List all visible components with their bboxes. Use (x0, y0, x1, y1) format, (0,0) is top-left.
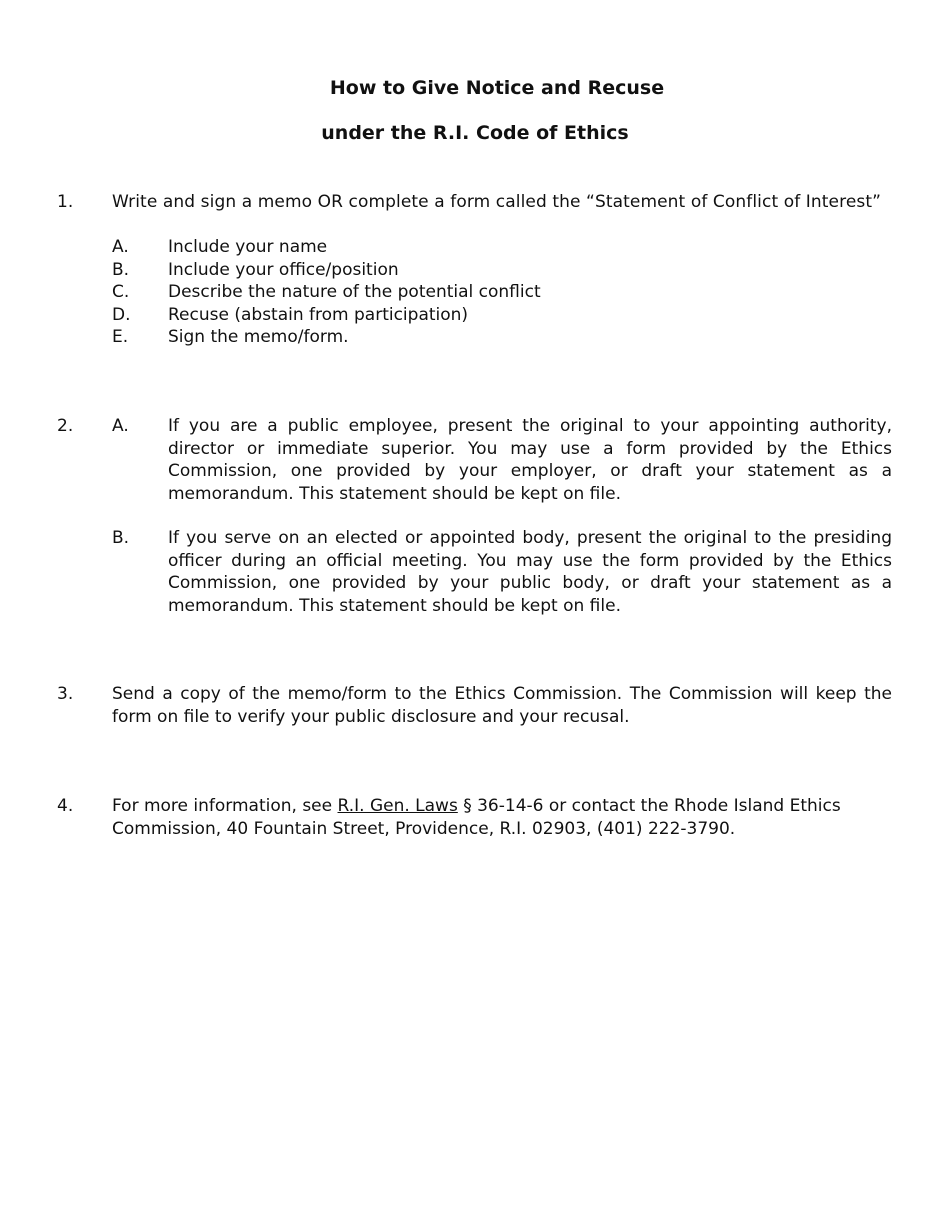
title-line-1: How to Give Notice and Recuse (329, 77, 665, 99)
item-number: 1. (57, 192, 74, 212)
sub-item-text: If you are a public employee, present the original to your appointing authority, director or immediate superior. You may use a form provided by the Ethics Commission, one provided by your employer, or draft your statement as a memorandum. This statement should be kept on file. (168, 416, 892, 504)
sub-item-letter: A. (112, 416, 129, 436)
title-line-2: under the R.I. Code of Ethics (321, 122, 629, 144)
sub-item-letter: E. (112, 327, 129, 347)
item-number: 3. (57, 684, 74, 704)
item-text (112, 795, 892, 840)
sub-item-letter: A. (112, 237, 129, 257)
sub-item-letter: B. (112, 259, 130, 280)
item-text: Send a copy of the memo/form to the Ethics Commission. The Commission will keep the form on file to verify your public disclosure and your recusal. (112, 684, 892, 727)
sub-item-letter: D. (112, 304, 131, 325)
item-number: 4. (57, 796, 74, 816)
item-number: 2. (57, 416, 74, 436)
sub-item-text: Recuse (abstain from participation) (168, 304, 469, 325)
sub-item-letter: C. (112, 282, 130, 302)
item-text-after: § 36-14-6 or contact the Rhode Island Ethics Commission, 40 Fountain Street, Providence, R.I. 02903, (401) 222-3790. (112, 796, 841, 839)
item-text-before: For more information, see (112, 796, 338, 816)
sub-item-text: Include your office/position (168, 259, 399, 280)
law-reference: R.I. Gen. Laws (337, 796, 458, 816)
sub-item-text: If you serve on an elected or appointed body, present the original to the presiding officer during an official meeting. You may use the form provided by the Ethics Commission, one provided by your public body, or draft your statement as a memorandum. This statement should be kept on file. (168, 528, 892, 616)
sub-item-text: Include your name (168, 237, 328, 257)
sub-item-text: Describe the nature of the potential conflict (168, 282, 541, 302)
item-text: Write and sign a memo OR complete a form called the “Statement of Conflict of Interest” (112, 192, 882, 212)
sub-item-text: Sign the memo/form. (168, 327, 349, 347)
sub-item-letter: B. (112, 528, 130, 548)
